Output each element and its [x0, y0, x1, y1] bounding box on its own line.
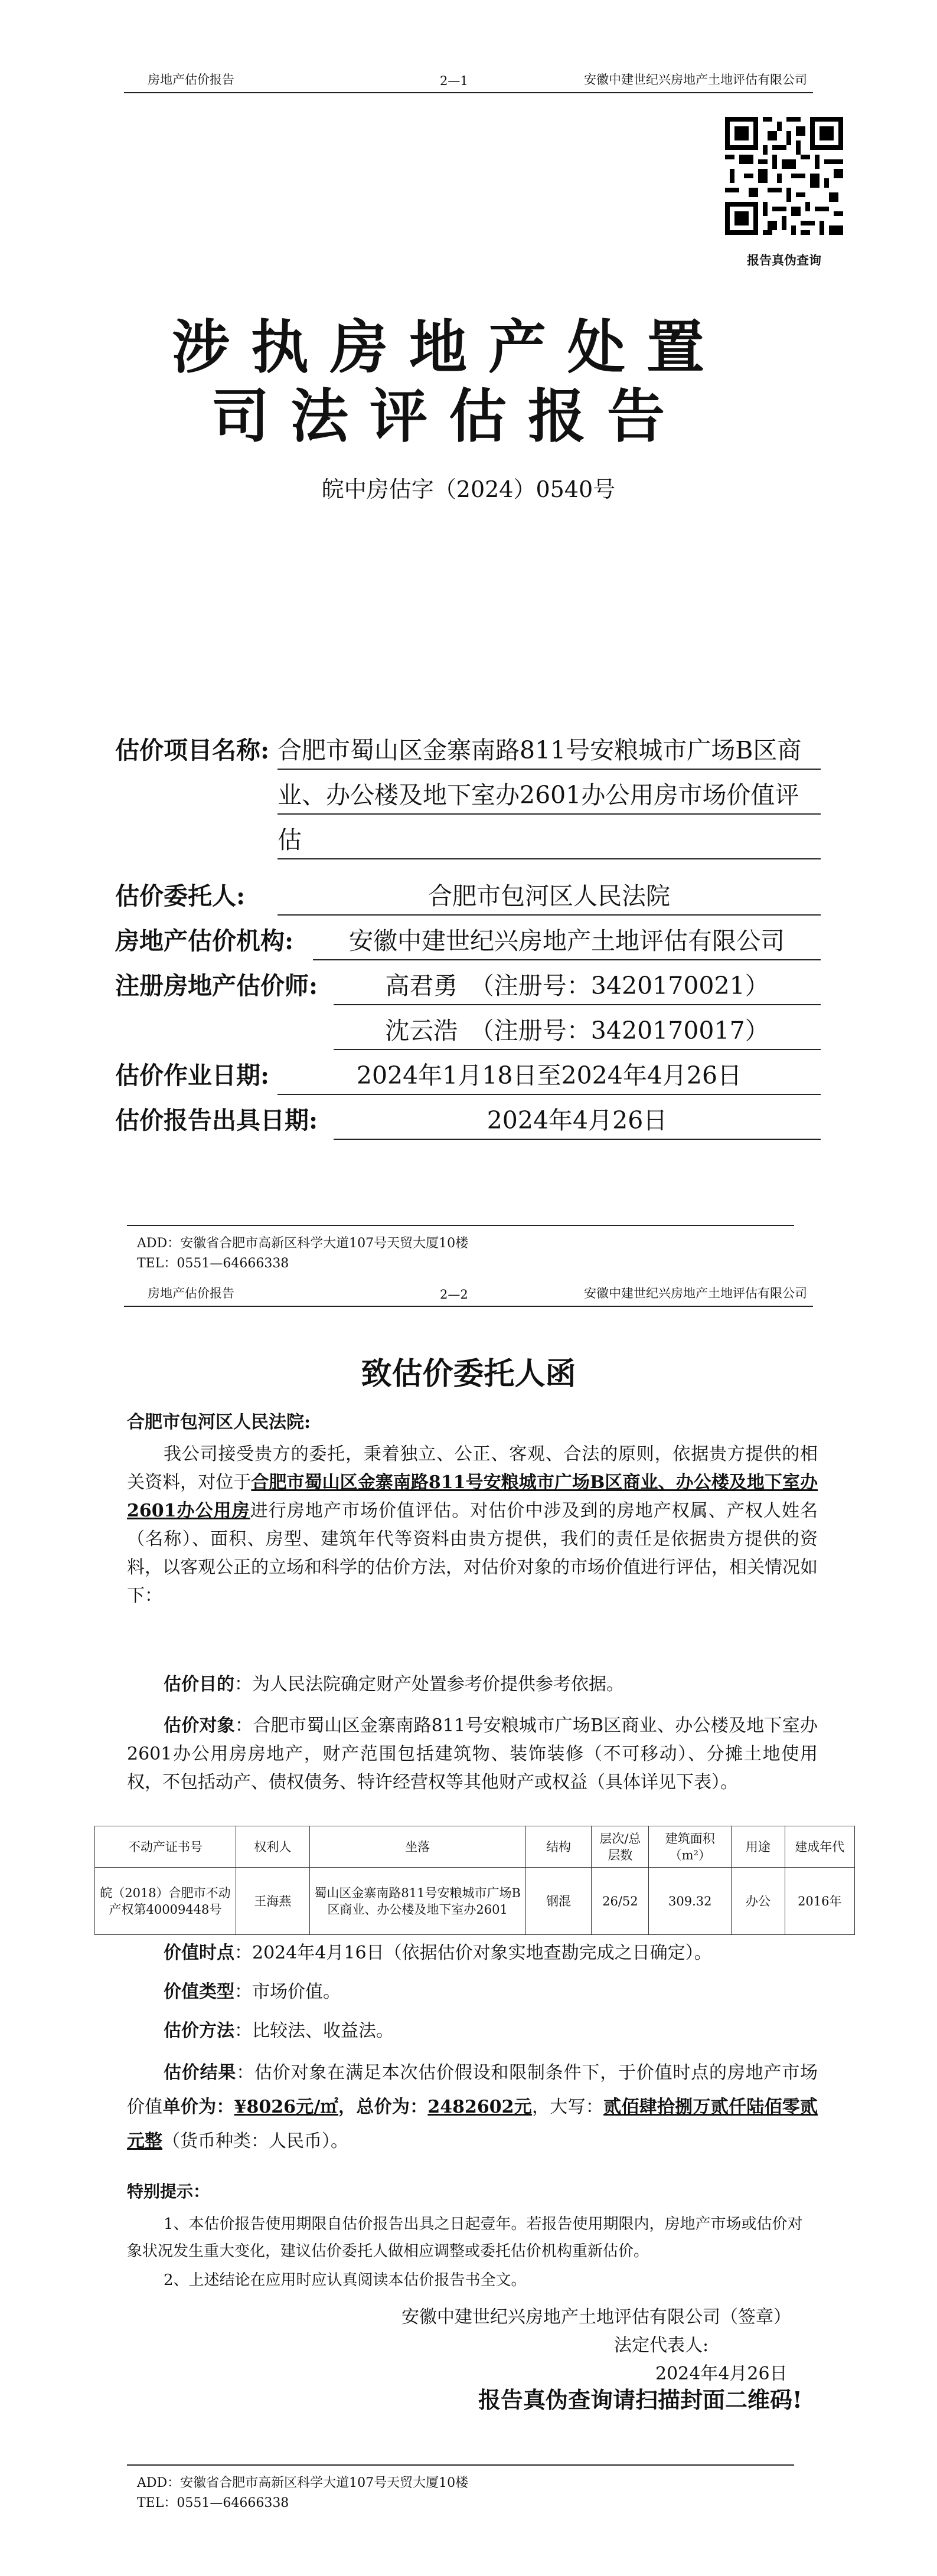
- client-value: 合肥市包河区人民法院: [277, 877, 821, 916]
- table-cell: 309.32: [649, 1868, 732, 1935]
- table-header-row: [95, 1826, 855, 1868]
- intro-text-b: 进行房地产市场价值评估。对估价中涉及到的房地产权属、产权人姓名（名称）、面积、房型、建筑年代等资料由贵方提供，我们的责任是依据贵方提供的资料，以客观公正的立场和科学的估价方法，对估价对象的市场价值进行评估，相关情况如下：: [127, 1501, 818, 1606]
- header-report-type: 房地产估价报告: [148, 73, 234, 87]
- cover-title-line2: 司法评估报告: [211, 383, 686, 450]
- unit-price-label: 单价为：: [162, 2097, 234, 2117]
- table-row: [95, 1868, 855, 1935]
- header-company: 安徽中建世纪兴房地产土地评估有限公司: [584, 1286, 807, 1300]
- sign-date: 2024年4月26日: [655, 2363, 788, 2384]
- value-type-label: 价值类型: [164, 1982, 234, 2002]
- table-cell: 2016年: [785, 1868, 854, 1935]
- page2-footer-tel: TEL：0551—64666338: [137, 2496, 289, 2510]
- table-header: 建成年代: [785, 1826, 854, 1868]
- value-time-text: ：2024年4月16日（依据估价对象实地查勘完成之日确定）。: [234, 1943, 712, 1963]
- page1-footer-address: ADD：安徽省合肥市高新区科学大道107号天贸大厦10楼: [137, 1236, 469, 1251]
- verify-notice: 报告真伪查询请扫描封面二维码!: [478, 2387, 802, 2413]
- page1-running-header: [124, 70, 813, 93]
- report-number: 皖中房估字（2024）0540号: [321, 476, 616, 502]
- page1-footer-rule: [127, 1225, 794, 1226]
- project-name-line2: 业、办公楼及地下室办2601办公用房市场价值评: [277, 776, 821, 815]
- appraiser-1-value: 高君勇 （注册号：3420170021）: [334, 966, 821, 1005]
- header-company: 安徽中建世纪兴房地产土地评估有限公司: [584, 73, 807, 87]
- project-name-line1: 合肥市蜀山区金寨南路811号安粮城市广场B区商: [277, 731, 821, 770]
- upper-price-label: ，大写：: [532, 2097, 604, 2117]
- table-header: 层次/总层数: [592, 1826, 649, 1868]
- intro-text-a: 我公司接受贵方的委托，秉着独立、公正、客观、合法的原则，依据贵方提供的相关资料，对位于: [127, 1444, 818, 1493]
- value-type-paragraph: [127, 1978, 818, 2006]
- total-price-label: ，总价为：: [338, 2097, 428, 2117]
- table-header: 建筑面积（m²）: [649, 1826, 732, 1868]
- work-date-label: 估价作业日期:: [115, 1061, 270, 1090]
- table-header: 坐落: [309, 1826, 525, 1868]
- result-text: ：估价对象在满足本次估价假设和限制条件下，于价值时点的房地产市场价值: [127, 2062, 818, 2117]
- total-price-value: 2482602元: [427, 2097, 533, 2117]
- company-signature: 安徽中建世纪兴房地产土地评估有限公司（签章）: [401, 2307, 791, 2327]
- intro-subject: 合肥市蜀山区金寨南路811号安粮城市广场B区商业、办公楼及地下室办2601办公用房: [127, 1472, 818, 1521]
- value-type-text: ：市场价值。: [234, 1982, 341, 2002]
- header-page-number: 2—2: [440, 1287, 468, 1302]
- table-cell: 王海燕: [236, 1868, 309, 1935]
- object-text: ：合肥市蜀山区金寨南路811号安粮城市广场B区商业、办公楼及地下室办2601办公用房房地产，财产范围包括建筑物、装饰装修（不可移动）、分摊土地使用权，不包括动产、债权债务、特许经营权等其他财产或权益（具体详见下表）。: [127, 1715, 818, 1793]
- header-report-type: 房地产估价报告: [148, 1286, 234, 1300]
- table-cell: 蜀山区金寨南路811号安粮城市广场B区商业、办公楼及地下室办2601: [309, 1868, 525, 1935]
- currency-text: （货币种类：人民币）。: [162, 2131, 348, 2152]
- value-time-paragraph: [127, 1939, 818, 1967]
- note-2: 2、上述结论在应用时应认真阅读本估价报告书全文。: [164, 2271, 527, 2289]
- header-page-number: 2—1: [440, 74, 468, 88]
- legal-representative: 法定代表人:: [614, 2335, 709, 2356]
- intro-paragraph: [127, 1440, 818, 1610]
- cover-title-line1: 涉执房地产处置: [171, 313, 726, 381]
- method-label: 估价方法: [164, 2021, 234, 2041]
- purpose-label: 估价目的: [164, 1674, 234, 1695]
- value-time-label: 价值时点: [164, 1943, 234, 1963]
- qr-code-icon[interactable]: [725, 117, 843, 235]
- appraiser-2-value: 沈云浩 （注册号：3420170017）: [334, 1011, 821, 1050]
- page2-footer-address: ADD：安徽省合肥市高新区科学大道107号天贸大厦10楼: [137, 2476, 469, 2490]
- method-text: ：比较法、收益法。: [234, 2021, 394, 2041]
- object-paragraph: [127, 1712, 818, 1797]
- qr-caption: 报告真伪查询: [747, 253, 821, 267]
- report-date-label: 估价报告出具日期:: [115, 1106, 318, 1135]
- table-cell: 26/52: [592, 1868, 649, 1935]
- unit-price-value: ¥8026元/㎡: [234, 2097, 339, 2117]
- client-label: 估价委托人:: [115, 882, 246, 910]
- notes-title: 特别提示：: [127, 2182, 210, 2201]
- object-label: 估价对象: [164, 1715, 235, 1736]
- letter-addressee: 合肥市包河区人民法院:: [127, 1412, 311, 1433]
- table-header: 用途: [732, 1826, 785, 1868]
- table-cell: 钢混: [525, 1868, 592, 1935]
- table-header: 权利人: [236, 1826, 309, 1868]
- property-table: [94, 1826, 855, 1935]
- result-label: 估价结果: [164, 2062, 237, 2083]
- method-paragraph: [127, 2017, 818, 2045]
- appraiser-label: 注册房地产估价师:: [115, 972, 318, 1000]
- purpose-text: ：为人民法院确定财产处置参考价提供参考依据。: [234, 1674, 624, 1695]
- note-1: 1、本估价报告使用期限自估价报告出具之日起壹年。若报告使用期限内，房地产市场或估价对象状况发生重大变化，建议估价委托人做相应调整或委托估价机构重新估价。: [127, 2215, 803, 2260]
- table-header: 不动产证书号: [95, 1826, 236, 1868]
- project-name-label: 估价项目名称:: [115, 736, 270, 764]
- agency-label: 房地产估价机构:: [115, 927, 294, 955]
- upper-price-value: 贰佰肆拾捌万贰仟陆佰零贰元整: [127, 2097, 818, 2152]
- result-paragraph: [127, 2056, 818, 2159]
- project-name-line3: 估: [277, 820, 821, 859]
- table-cell: 办公: [732, 1868, 785, 1935]
- letter-title: 致估价委托人函: [361, 1356, 576, 1392]
- agency-value: 安徽中建世纪兴房地产土地评估有限公司: [313, 921, 821, 960]
- page2-running-header: [124, 1283, 813, 1307]
- work-date-value: 2024年1月18日至2024年4月26日: [277, 1056, 821, 1095]
- page1-footer-tel: TEL：0551—64666338: [137, 1256, 289, 1271]
- table-cell: 皖（2018）合肥市不动产权第40009448号: [95, 1868, 236, 1935]
- page2-footer-rule: [127, 2464, 794, 2466]
- purpose-paragraph: [127, 1671, 818, 1699]
- table-header: 结构: [525, 1826, 592, 1868]
- report-date-value: 2024年4月26日: [334, 1101, 821, 1140]
